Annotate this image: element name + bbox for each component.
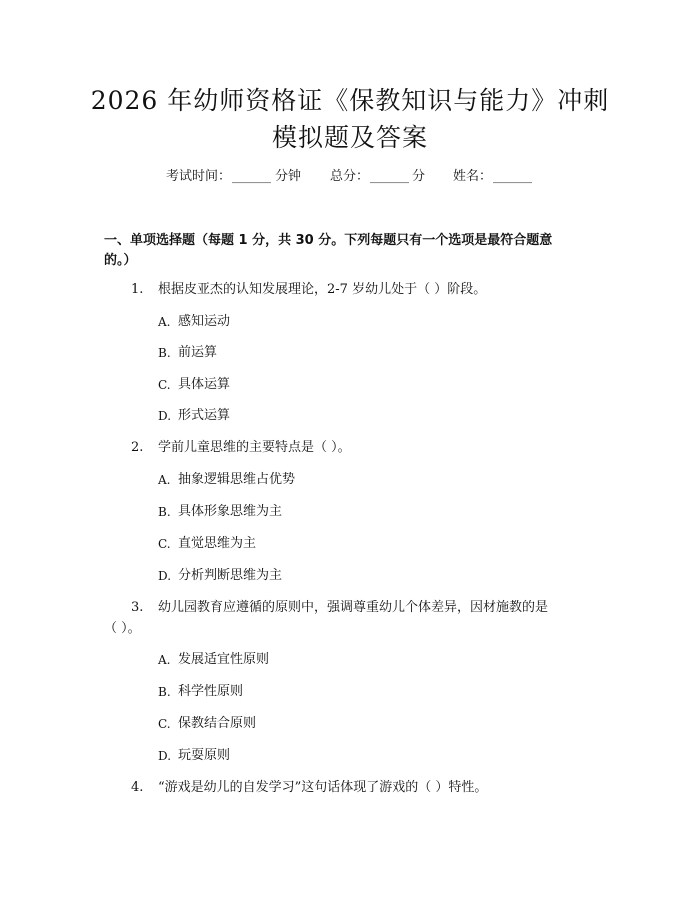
name-label: 姓名：: [453, 169, 493, 184]
question-number: 1.: [131, 282, 144, 297]
question-number: 3.: [131, 600, 144, 615]
question-text: 学前儿童思维的主要特点是（ ）。: [158, 440, 351, 455]
question-text: “游戏是幼儿的自发学习”这句话体现了游戏的（ ）特性。: [158, 780, 488, 795]
section-heading-line-2: 的。）: [104, 253, 137, 268]
option-letter: D.: [158, 749, 172, 763]
option-text: 抽象逻辑思维占优势: [178, 472, 296, 487]
document-title-line-1: 2026 年幼师资格证《保教知识与能力》冲刺: [90, 86, 610, 115]
option-letter: B.: [158, 346, 171, 360]
option-text: 保教结合原则: [178, 716, 257, 731]
total-score-unit: 分: [412, 169, 426, 184]
option-letter: A.: [158, 473, 171, 487]
option-letter: C.: [158, 717, 171, 731]
option-letter: A.: [158, 315, 171, 329]
option-text: 形式运算: [178, 408, 231, 423]
option-text: 具体运算: [178, 377, 231, 392]
document-title-line-2: 模拟题及答案: [271, 123, 428, 152]
option-text: 感知运动: [178, 314, 231, 329]
option-text: 直觉思维为主: [178, 536, 257, 551]
total-score-blank: ______: [370, 169, 409, 184]
option-letter: C.: [158, 378, 171, 392]
question-text: 根据皮亚杰的认知发展理论，2-7 岁幼儿处于（ ）阶段。: [158, 282, 487, 297]
option-letter: B.: [158, 505, 171, 519]
name-blank: ______: [493, 169, 532, 184]
option-text: 具体形象思维为主: [178, 504, 283, 519]
total-score-label: 总分：: [330, 169, 370, 184]
question-number: 2.: [131, 440, 144, 455]
option-letter: A.: [158, 653, 171, 667]
exam-time-unit: 分钟: [275, 169, 302, 184]
option-text: 分析判断思维为主: [178, 568, 283, 583]
option-text: 发展适宜性原则: [178, 652, 270, 667]
option-text: 科学性原则: [178, 684, 244, 699]
exam-time-label: 考试时间：: [166, 169, 232, 184]
question-text-continued: （ ）。: [104, 621, 141, 636]
question-number: 4.: [131, 780, 144, 795]
option-text: 前运算: [178, 345, 218, 360]
option-letter: D.: [158, 409, 172, 423]
option-letter: B.: [158, 685, 171, 699]
question-text: 幼儿园教育应遵循的原则中，强调尊重幼儿个体差异，因材施教的是: [158, 600, 549, 615]
option-letter: C.: [158, 537, 171, 551]
exam-time-blank: ______: [232, 169, 271, 184]
option-letter: D.: [158, 569, 172, 583]
section-heading-line-1: 一、单项选择题（每题 1 分，共 30 分。下列每题只有一个选项是最符合题意: [104, 233, 553, 248]
option-text: 玩耍原则: [178, 748, 231, 763]
